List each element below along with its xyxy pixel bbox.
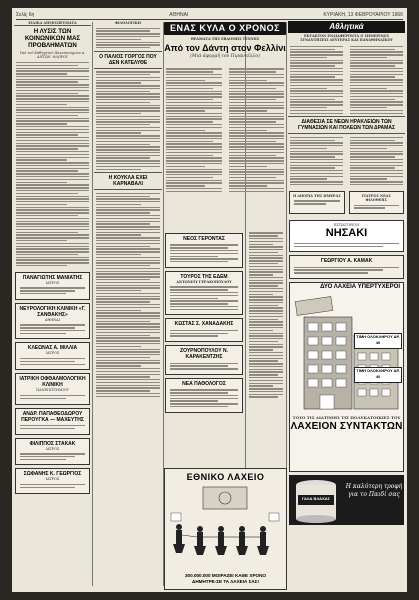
milk-caption: Η καλύτερη τροφή για το Παιδί σας — [345, 483, 403, 499]
feature-subhead: (Μιά άφορμή τον Πιραντέλλο) — [190, 54, 260, 60]
ad-name: ΠΕΡΟΥΓΚΑ — ΜΑΧΕΥΤΗΣ — [21, 416, 84, 423]
lottery-footer: 300.000.000 ΜΟΙΡΑΖΕΙ ΚΑΘΕ ΧΡΟΝΟ — [185, 573, 266, 578]
column-fourth — [247, 230, 285, 466]
notice-box — [165, 378, 243, 413]
feature-header — [164, 22, 286, 59]
ad-subtitle: ΠΑΝΕΠΙΣΤΗΜΙΟΥ — [36, 388, 69, 393]
classified-ad — [15, 373, 90, 404]
journalists-lottery-ad — [289, 282, 404, 472]
paper-name: ΑΘΗΝΑΙ — [169, 12, 189, 18]
article-body — [14, 60, 91, 269]
sports-masthead: Αθλητικά — [288, 21, 405, 33]
national-lottery-ad — [164, 468, 287, 590]
ticket-price-badge: ΤΙΜΗ ΟΛΟΚΛΗΡΟΥ ΔΡ. 40 — [354, 367, 402, 383]
notice-box — [289, 191, 345, 214]
article-byline: Υπό τού Καθηγητού Πανεπιστημίου κ. ΑΝΤΩΝ. ΦΛΩΡΟΥ — [19, 51, 86, 60]
apartment-building-illustration — [290, 291, 405, 411]
ad-title: ΦΙΛΙΠΠΟΣ ΣΤΑΚΑΚ — [29, 440, 76, 447]
classified-ad — [15, 342, 90, 370]
notice-title: ΚΩΣΤΑΣ Σ. ΧΑΝΑΔΑΚΗΣ — [174, 321, 234, 328]
issue-date: ΚΥΡΙΑΚΗ, 13 ΦΕΒΡΟΥΑΡΙΟΥ 1966 — [323, 12, 403, 18]
column-rule — [92, 22, 93, 586]
notice-title: ΖΟΥΡΝΟΠΟΥΛΟΥ Ν. ΚΑΡΑΚΕΝΤΖΗΣ — [180, 348, 228, 361]
notice-box — [165, 233, 243, 268]
ad-title: ΣΩΦΑΝΗΣ Κ. ΓΕΩΡΓΙΟΣ — [23, 471, 82, 478]
notice-title: ΓΙΑΤΡΟΣ ΝΕΑΣ ΦΙΛΟΘΕΗΣ — [361, 193, 391, 202]
ticket-price-badge: ΤΙΜΗ ΟΛΟΚΛΗΡΟΥ ΔΡ. 40 — [354, 333, 402, 349]
feature-section: ΘΕΑΜΑΤΑ ΤΗΣ ΕΒΔΟΜΗΣ ΤΕΧΝΗΣ — [190, 37, 260, 41]
notice-box — [349, 191, 405, 214]
notice-title: ΝΕΟΣ ΓΕΡΟΝΤΑΣ — [183, 236, 225, 242]
running-head — [16, 11, 403, 20]
article-headline: Ο ΠΑΛΙΟΣ ΓΟΡΓΟΣ ΠΟΥ ΔΕΝ ΚΑΤΕΛΥΘΕ — [94, 51, 162, 69]
notice-title: Η ΑΠΟΡΙΑ ΤΗΣ ΗΜΕΡΑΣ — [292, 193, 341, 198]
article-headline: Η ΛΥΣΙΣ ΤΩΝ ΚΟΙΝΩΝΙΚΩΝ ΜΑΣ ΠΡΟΒΛΗΜΑΤΩΝ — [24, 28, 81, 50]
sports-headline-2: ΔΙΑΘΕΣΙΑ ΣΕ ΝΕΩΝ ΗΡΑΚΛΕΙΩΝ ΤΩΝ ΓΥΜΝΑΣΙΩΝ ΚΑΙ ΠΟΛΕΩΝ ΤΩΝ ΔΡΑΜΑΣ — [288, 116, 405, 134]
ad-title: ΠΑΝΑΓΙΩΤΗΣ ΜΑΝΙΑΤΗΣ — [22, 274, 83, 281]
ad-title: ΓΕΩΡΓΙΟΥ Α. ΚΑΜΑΚ — [320, 258, 373, 265]
classified-ad — [289, 255, 404, 279]
ad-title: ΙΑΤΡΙΚΗ ΟΦΘΑΛΜΟΛΟΓΙΚΗ ΚΛΙΝΙΚΗ — [19, 376, 86, 389]
restaurant-label: ΕΣΤΙΑΤΟΡΙΟΝ — [333, 223, 360, 228]
classified-ad — [15, 438, 90, 466]
article-body — [94, 69, 162, 173]
page-number: Σελίς 6η — [16, 12, 35, 18]
feature-body — [164, 66, 286, 228]
sports-headline: ΕΚΤΑΚΤΟΝ ΕΝΔΙΑΦΕΡΟΝΤΑ Ο ΣΗΜΕΡΙΝΟΣ ΣΥΝΑΝΤΗΣΕΙΣ ΔΕΥΤΕΡΑΣ ΚΑΙ ΠΑΝΑΘΗΝΑΪΚΟΥ — [300, 34, 393, 43]
ad-subtitle: ΙΑΤΡΟΣ — [45, 477, 60, 482]
column-left — [14, 21, 91, 588]
classified-ad — [15, 408, 90, 435]
column-second — [94, 21, 162, 588]
ad-subtitle: ΙΑΤΡΟΣ — [45, 446, 60, 451]
column-third — [164, 230, 244, 466]
notice-box — [165, 271, 243, 316]
notice-title: ΤΟΥΡΟΣ ΤΗΣ ΕΔΕΜ — [180, 273, 228, 280]
column-right — [288, 21, 405, 588]
ad-subtitle: ΙΑΤΡΟΣ — [45, 351, 60, 356]
newspaper-page — [12, 8, 407, 592]
article-headline: Η ΚΟΥΚΛΑ ΕΧΕΙ ΚΑΡΝΑΒΑΛΙ — [94, 172, 162, 190]
article-body — [94, 190, 162, 399]
section-kicker: ΕΙΔΙΚΑ ΔΗΜΟΣΙΕΥΜΑΤΑ — [14, 21, 91, 26]
ad-subtitle: ΑΘΗΝΑΙ — [45, 317, 60, 322]
notice-box — [165, 318, 243, 342]
restaurant-name: ΝΗΣΑΚΙ — [325, 227, 368, 240]
notice-subtitle: ΑΝΤΩΝΙΟΥ ΓΕΡΑΚΟΠΟΥΛΟΥ — [176, 279, 232, 284]
section-label: ΦΙΛΟΛΟΓΙΚΗ — [115, 21, 141, 25]
classified-ad — [15, 303, 90, 340]
classified-ad — [15, 272, 90, 300]
milk-ad — [289, 475, 404, 525]
milk-brand: ΓΑΛΑ ΒΛΑΧΑΣ — [302, 496, 330, 502]
lottery-footer-cta: ΔΗΜΗΤΡΕ-ΣΕ ΤΑ ΛΑΧΕΙΑ ΣΑΣ! — [192, 579, 259, 584]
lottery-ad-name: ΛΑΧΕΙΟΝ ΣΥΝΤΑΚΤΩΝ — [290, 421, 403, 433]
lottery-dancers-illustration — [165, 483, 286, 569]
feature-title: ΕΝΑΣ ΚΥΛΑ Ο ΧΡΟΝΟΣ — [164, 22, 286, 35]
lottery-title: ΕΘΝΙΚΟ ΛΑΧΕΙΟ — [186, 472, 265, 482]
lottery-ad-tagline: ΤΟΣΟ ΤΙΣ ΔΙΑΤΙΜΗΣ ΤΙΣ ΠΟΛΥΚΑΤΟΙΚΙΕΣ ΤΟΥ — [292, 415, 401, 421]
feature-headline: Από τον Δάντη στον Φελλίνι — [164, 43, 286, 54]
notice-title: ΝΕΑ ΠΑΘΟΛΟΓΟΣ — [182, 380, 226, 387]
ad-subtitle: ΙΑΤΡΟΣ — [45, 280, 60, 285]
ad-title: ΝΕΥΡΟΛΟΓΙΚΗ ΚΛΙΝΙΚΗ «Γ. ΣΑΝΘΑΚΗΣ» — [19, 305, 86, 318]
classified-ad — [15, 468, 90, 493]
restaurant-ad — [289, 220, 404, 252]
ad-title: ΑΝΔΡ. ΠΑΠΑΘΕΟΔΩΡΟΥ — [22, 410, 83, 417]
ad-title: ΚΛΕΩΝΑΣ Α. ΜΙΛΛΙΑ — [27, 345, 78, 352]
lottery-ad-headline: ΔΥΟ ΛΑΧΕΙΑ ΥΠΕΡΤΥΧΕΡΟΙ — [320, 284, 400, 291]
notice-box — [165, 345, 243, 375]
